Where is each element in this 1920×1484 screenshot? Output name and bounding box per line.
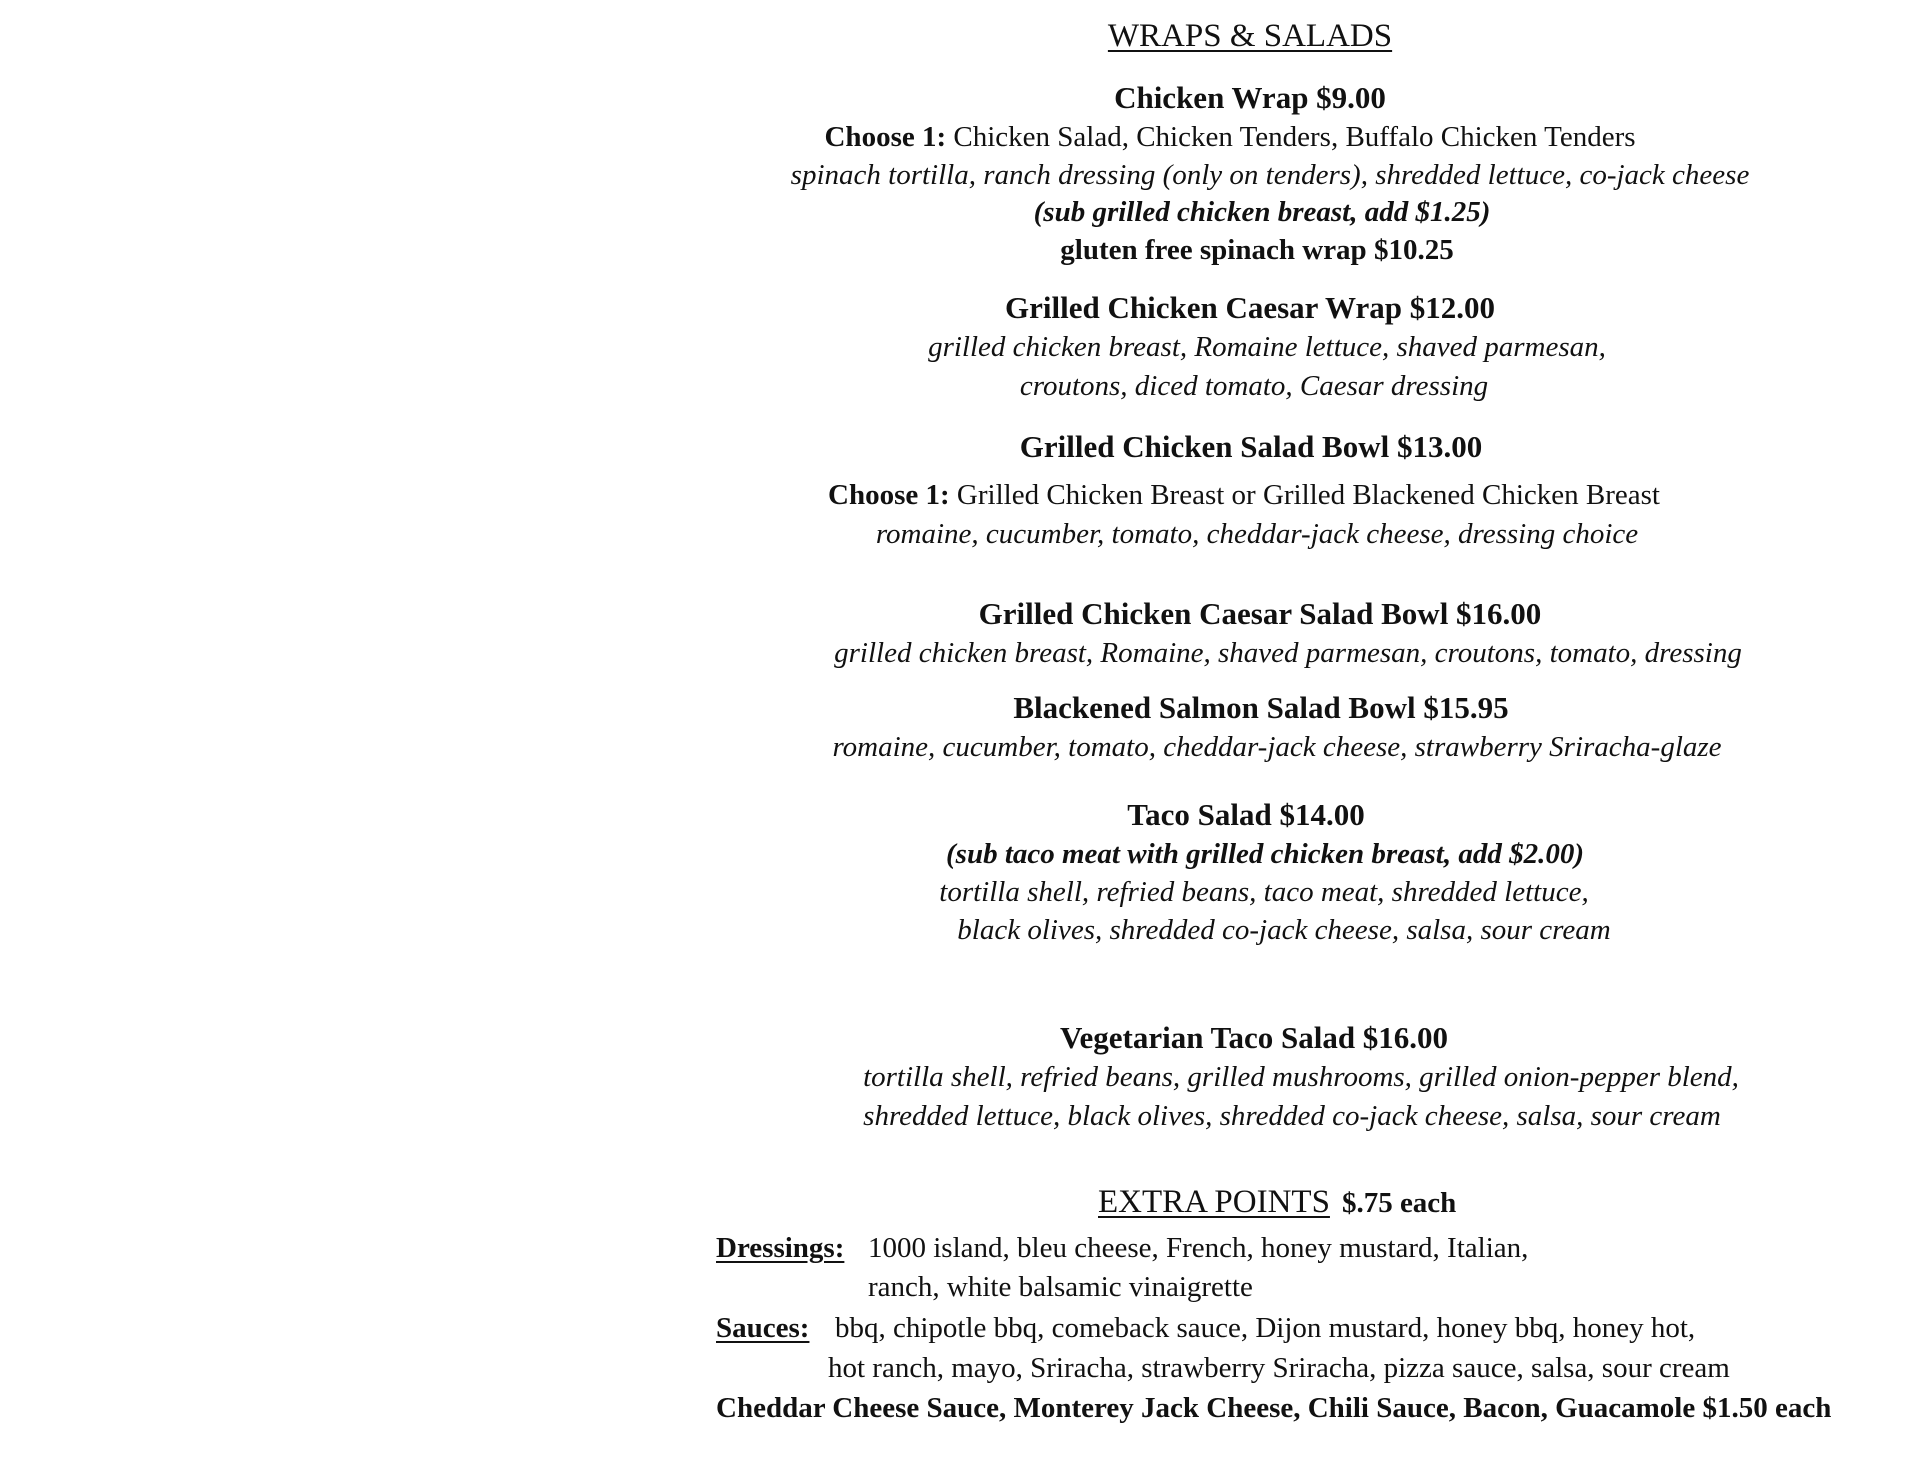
dressings-label: Dressings: [716, 1232, 845, 1264]
veg-taco-salad-title: Vegetarian Taco Salad $16.00 [1059, 1020, 1449, 1055]
caesar-wrap-description-line1: grilled chicken breast, Romaine lettuce, shaved parmesan, [928, 331, 1606, 363]
sauces-line1: bbq, chipotle bbq, comeback sauce, Dijon mustard, honey bbq, honey hot, [835, 1312, 1696, 1344]
salad-bowl-choose [828, 481, 1660, 510]
premium-extras-line: Cheddar Cheese Sauce, Monterey Jack Cheese, Chili Sauce, Bacon, Guacamole $1.50 each [716, 1392, 1832, 1424]
sauces-line2: hot ranch, mayo, Sriracha, strawberry Sriracha, pizza sauce, salsa, sour cream [828, 1352, 1730, 1384]
salad-bowl-description: romaine, cucumber, tomato, cheddar-jack cheese, dressing choice [875, 518, 1639, 550]
dressings-line2: ranch, white balsamic vinaigrette [868, 1271, 1253, 1303]
salad-bowl-choose-text: Grilled Chicken Breast or Grilled Blackened Chicken Breast [949, 479, 1660, 511]
salmon-bowl-description: romaine, cucumber, tomato, cheddar-jack cheese, strawberry Sriracha-glaze [832, 731, 1722, 763]
dressings-line1: 1000 island, bleu cheese, French, honey mustard, Italian, [868, 1232, 1529, 1264]
salad-bowl-title: Grilled Chicken Salad Bowl $13.00 [1019, 429, 1483, 464]
chicken-wrap-description: spinach tortilla, ranch dressing (only on tenders), shredded lettuce, co-jack cheese [790, 159, 1750, 191]
taco-salad-description-line2: black olives, shredded co-jack cheese, salsa, sour cream [957, 914, 1611, 946]
section-title: WRAPS & SALADS [1107, 18, 1393, 54]
caesar-wrap-title: Grilled Chicken Caesar Wrap $12.00 [1005, 290, 1495, 325]
chicken-wrap-gluten-free-note: gluten free spinach wrap $10.25 [1060, 234, 1454, 266]
salmon-bowl-title: Blackened Salmon Salad Bowl $15.95 [1013, 690, 1509, 725]
sauces-label: Sauces: [716, 1312, 810, 1344]
chicken-wrap-choose-text: Chicken Salad, Chicken Tenders, Buffalo Chicken Tenders [946, 121, 1636, 153]
taco-salad-title: Taco Salad $14.00 [1127, 797, 1365, 832]
chicken-wrap-sub-note: (sub grilled chicken breast, add $1.25) [1033, 196, 1491, 228]
extra-points-price: $.75 each [1341, 1187, 1457, 1219]
caesar-wrap-description-line2: croutons, diced tomato, Caesar dressing [1019, 370, 1489, 402]
chicken-wrap-choose [824, 123, 1635, 152]
extra-points-title: EXTRA POINTS [1098, 1184, 1330, 1220]
chicken-wrap-title: Chicken Wrap $9.00 [1114, 80, 1386, 115]
taco-salad-description-line1: tortilla shell, refried beans, taco meat, shredded lettuce, [939, 876, 1589, 908]
chicken-wrap-choose-label: Choose 1: [824, 121, 947, 153]
extra-points-header [1098, 1186, 1456, 1219]
salad-bowl-choose-label: Choose 1: [828, 479, 950, 511]
veg-taco-salad-description-line1: tortilla shell, refried beans, grilled mushrooms, grilled onion-pepper blend, [863, 1061, 1739, 1093]
caesar-bowl-description: grilled chicken breast, Romaine, shaved parmesan, croutons, tomato, dressing [834, 637, 1742, 669]
veg-taco-salad-description-line2: shredded lettuce, black olives, shredded co-jack cheese, salsa, sour cream [863, 1100, 1721, 1132]
taco-salad-sub-note: (sub taco meat with grilled chicken breast, add $2.00) [946, 838, 1584, 870]
caesar-bowl-title: Grilled Chicken Caesar Salad Bowl $16.00 [978, 596, 1542, 631]
